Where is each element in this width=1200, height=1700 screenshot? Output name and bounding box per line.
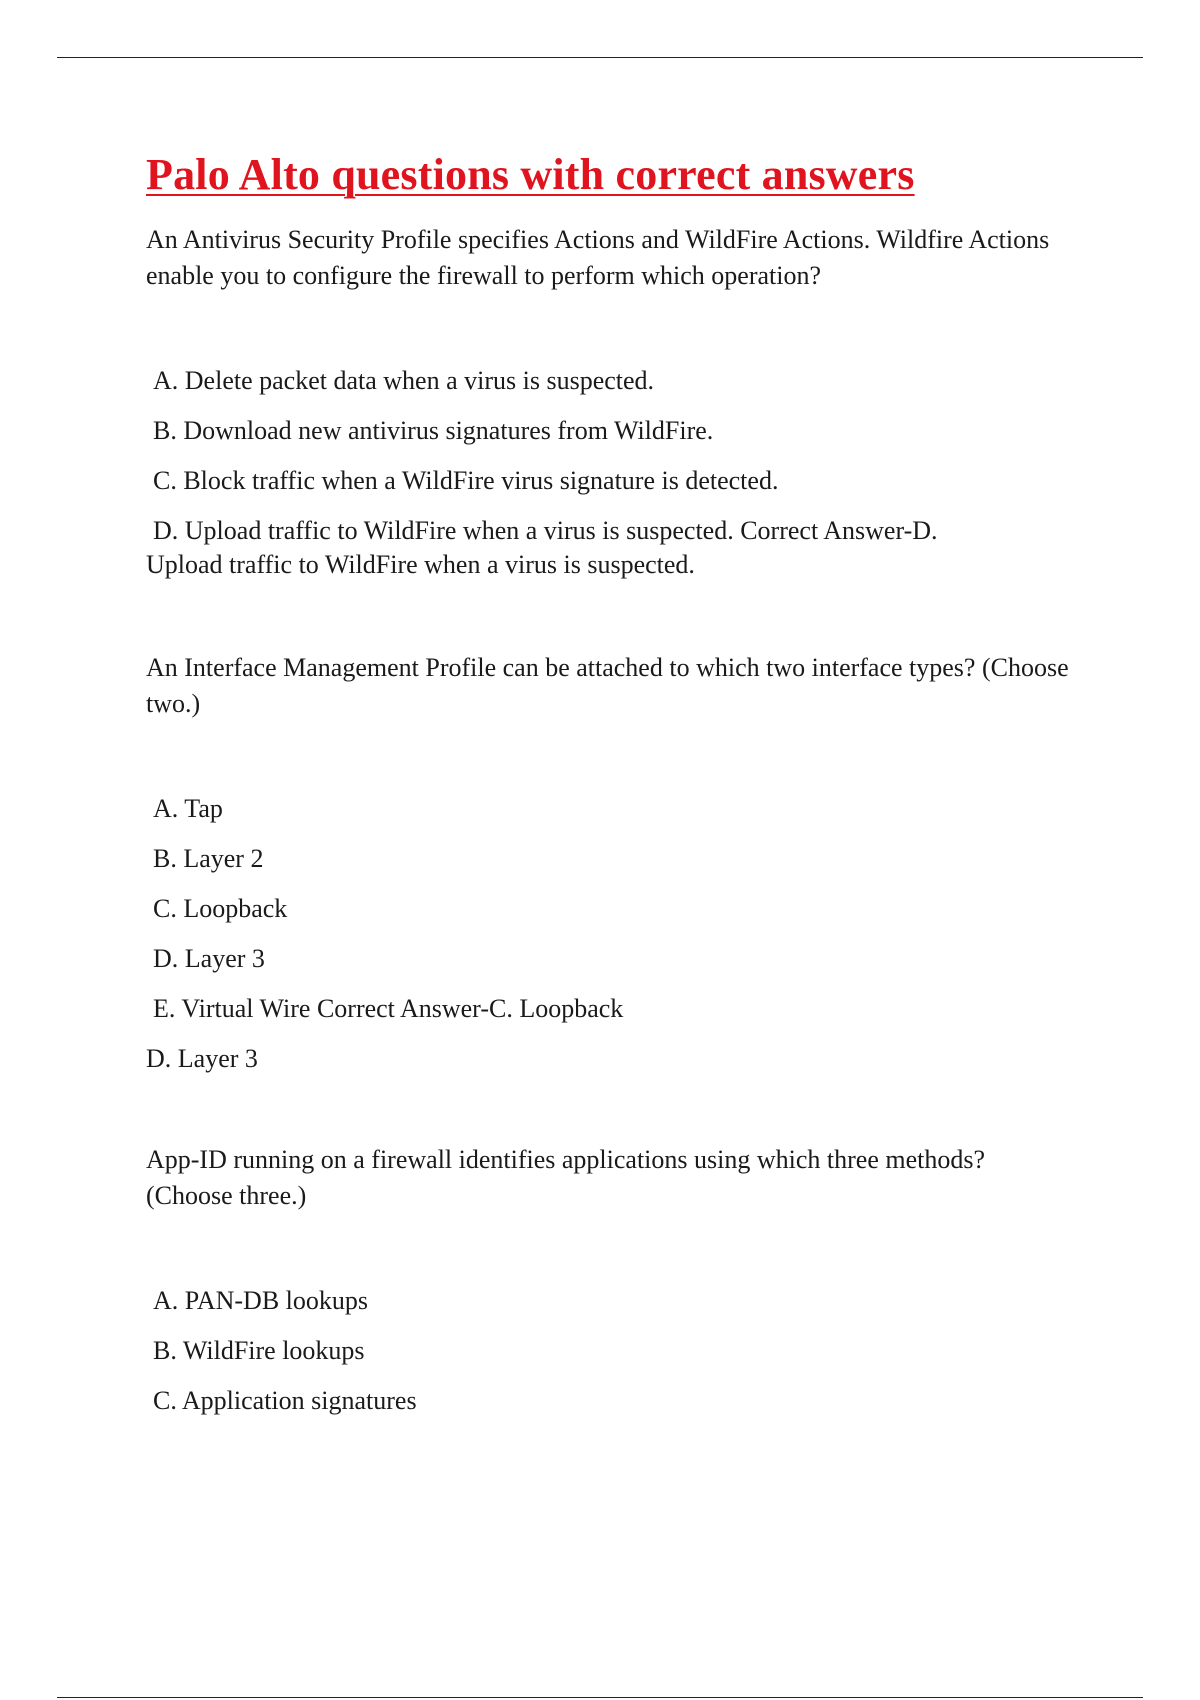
answer-continuation: Upload traffic to WildFire when a virus is suspected. — [146, 550, 695, 579]
option-item: E. Virtual Wire Correct Answer-C. Loopback — [153, 994, 624, 1023]
option-list — [146, 792, 1076, 1026]
option-item: C. Block traffic when a WildFire virus signature is detected. — [153, 466, 779, 495]
question-prompt: An Interface Management Profile can be attached to which two interface types? (Choose two.) — [146, 653, 1069, 718]
option-item: B. WildFire lookups — [153, 1336, 365, 1365]
option-item: B. Layer 2 — [153, 844, 264, 873]
option-list — [146, 1284, 1076, 1418]
header-rule — [57, 57, 1143, 58]
option-item: C. Application signatures — [153, 1386, 417, 1415]
question-block — [146, 650, 1076, 1076]
option-item: D. Layer 3 — [153, 944, 265, 973]
document-title: Palo Alto questions with correct answers — [146, 150, 915, 199]
option-list — [146, 364, 1076, 548]
option-item: A. Tap — [153, 794, 223, 823]
document-body — [146, 148, 1076, 1434]
question-block — [146, 1142, 1076, 1418]
question-prompt: An Antivirus Security Profile specifies Actions and WildFire Actions. Wildfire Actions enable you to configure the firewall to perform which operation? — [146, 225, 1050, 290]
question-block — [146, 222, 1076, 582]
option-item: A. PAN-DB lookups — [153, 1286, 369, 1315]
option-item: C. Loopback — [153, 894, 288, 923]
option-item: D. Upload traffic to WildFire when a virus is suspected. Correct Answer-D. — [153, 516, 938, 545]
option-item: B. Download new antivirus signatures from WildFire. — [153, 416, 714, 445]
footer-rule — [57, 1697, 1143, 1698]
answer-continuation: D. Layer 3 — [146, 1044, 258, 1073]
question-prompt: App-ID running on a firewall identifies applications using which three methods? (Choose three.) — [146, 1145, 986, 1210]
option-item: A. Delete packet data when a virus is suspected. — [153, 366, 655, 395]
